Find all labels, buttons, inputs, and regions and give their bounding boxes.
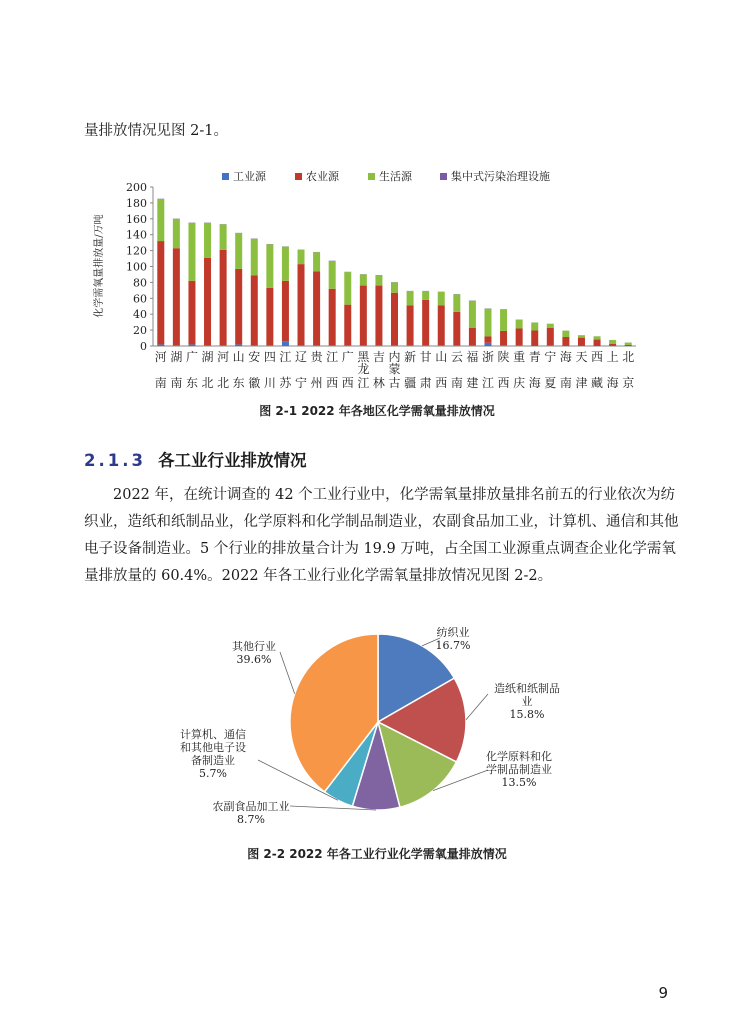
x-tick-label: 广东: [185, 350, 198, 390]
legend-label: 工业源: [233, 170, 266, 183]
x-tick-label: 西藏: [591, 350, 604, 390]
bar-segment: [625, 343, 632, 345]
bar-segment: [375, 286, 382, 346]
bar-segment: [500, 345, 507, 346]
x-tick-label: 贵州: [310, 350, 323, 390]
y-tick-label: 100: [126, 260, 147, 274]
x-tick-label: 内蒙古: [388, 350, 401, 390]
bar-segment: [313, 271, 320, 345]
x-tick-label: 江西: [326, 350, 339, 390]
legend-label: 农业源: [306, 170, 339, 183]
x-tick-label: 湖南: [170, 350, 183, 390]
bar-segment: [562, 337, 569, 346]
bar-segment: [235, 344, 242, 346]
bar-segment: [391, 282, 398, 292]
legend-swatch: [368, 173, 375, 180]
bar-segment: [329, 289, 336, 345]
bar-segment: [204, 258, 211, 345]
x-tick-label: 湖北: [201, 350, 214, 390]
bar-segment: [251, 239, 258, 276]
x-tick-label: 广西: [341, 350, 354, 390]
bar-segment: [562, 331, 569, 337]
y-tick-label: 200: [126, 181, 147, 194]
bar-segment: [298, 264, 305, 345]
bar-segment: [188, 344, 195, 346]
bar-segment: [204, 223, 211, 258]
x-tick-label: 黑龙江: [357, 350, 370, 390]
x-tick-label: 天津: [575, 350, 588, 390]
section-heading: [84, 447, 306, 471]
bar-segment: [282, 281, 289, 341]
bar-segment: [469, 345, 476, 346]
bar-segment: [173, 248, 180, 345]
legend-label: 生活源: [379, 170, 412, 183]
bar-segment: [469, 301, 476, 328]
bar-segment: [188, 223, 195, 281]
bar-segment: [578, 335, 585, 337]
x-tick-label: 福建: [466, 350, 479, 390]
bar-segment: [157, 199, 164, 241]
bar-segment: [422, 345, 429, 346]
bar-segment: [609, 340, 616, 344]
slice-label: 化学原料和化学制品制造业 13.5%: [486, 750, 552, 789]
bar-segment: [516, 345, 523, 346]
x-tick-label: 江苏: [279, 350, 292, 390]
bar-segment: [344, 345, 351, 346]
y-tick-label: 40: [133, 308, 147, 322]
bar-segment: [407, 345, 414, 346]
bar-segment: [391, 345, 398, 346]
x-tick-label: 浙江: [481, 350, 494, 390]
bar-segment: [266, 244, 273, 288]
x-tick-label: 宁夏: [544, 350, 557, 390]
legend-label: 集中式污染治理设施: [451, 170, 550, 183]
y-tick-label: 0: [140, 340, 147, 353]
bar-segment: [266, 345, 273, 346]
section-title: 各工业行业排放情况: [157, 451, 307, 470]
bar-segment: [484, 343, 491, 346]
x-tick-label: 北京: [622, 350, 635, 390]
bar-segment: [594, 336, 601, 339]
bar-segment: [282, 247, 289, 281]
bar-segment: [375, 275, 382, 285]
x-tick-label: 安徽: [248, 350, 261, 390]
legend-swatch: [295, 173, 302, 180]
bar-segment: [344, 305, 351, 346]
bar-segment: [329, 261, 336, 289]
bar-segment: [438, 292, 445, 306]
bar-segment: [235, 233, 242, 269]
bar-segment: [516, 329, 523, 346]
bar-segment: [500, 331, 507, 345]
bar-segment: [360, 345, 367, 346]
x-tick-label: 陕西: [497, 350, 510, 390]
bar-segment: [313, 252, 320, 271]
bar-segment: [453, 312, 460, 345]
y-axis-title: 化学需氧量排放量/万吨: [94, 214, 105, 318]
bar-segment: [578, 338, 585, 346]
intro-text: 量排放情况见图 2-1。: [84, 123, 228, 139]
y-tick-label: 80: [133, 276, 147, 290]
bar-segment: [298, 250, 305, 264]
body-paragraph: 2022 年，在统计调查的 42 个工业行业中，化学需氧量排放量排名前五的行业依次为纺织业，造纸和纸制品业，化学原料和化学制品制造业，农副食品加工业，计算机、通信和其他电子设备制造业。5 个行业的排放量合计为 19.9 万吨，占全国工业源重点调查企业化学需氧量排放量的 60.4%。2022 年各工业行业化学需氧量排放情况见图 2-2。: [84, 487, 679, 584]
slice-label: 其他行业 39.6%: [232, 640, 276, 666]
leader-line: [280, 652, 295, 694]
regional-cod-bar-chart: [90, 165, 650, 397]
x-tick-label: 青海: [528, 350, 541, 390]
slice-label: 造纸和纸制品业 15.8%: [494, 682, 560, 721]
section-number: 2.1.3: [84, 451, 146, 470]
y-tick-label: 160: [126, 212, 147, 226]
bar-segment: [188, 281, 195, 345]
bar-segment: [547, 324, 554, 328]
legend-swatch: [222, 173, 229, 180]
bar-segment: [453, 345, 460, 346]
bar-segment: [313, 345, 320, 346]
bar-segment: [469, 328, 476, 345]
bar-segment: [438, 345, 445, 346]
legend-swatch: [440, 173, 447, 180]
bar-segment: [329, 345, 336, 346]
industry-cod-pie-chart: [170, 610, 590, 835]
figure-1-caption: 图 2-1 2022 年各地区化学需氧量排放情况: [259, 404, 495, 418]
bar-segment: [157, 344, 164, 346]
bar-segment: [235, 269, 242, 345]
x-tick-label: 辽宁: [295, 350, 308, 390]
x-tick-label: 云南: [450, 350, 463, 390]
bar-segment: [547, 328, 554, 345]
bar-segment: [375, 345, 382, 346]
x-tick-label: 河南: [154, 350, 167, 390]
bar-segment: [531, 330, 538, 345]
slice-label: 农副食品加工业 8.7%: [212, 800, 290, 826]
x-tick-label: 山东: [232, 350, 245, 390]
bar-segment: [220, 345, 227, 346]
x-tick-label: 上海: [606, 350, 619, 390]
x-tick-label: 海南: [559, 350, 572, 390]
y-tick-label: 60: [133, 292, 147, 306]
y-tick-label: 180: [126, 196, 147, 210]
slice-label: 纺织业 16.7%: [435, 626, 471, 652]
bar-segment: [391, 293, 398, 345]
x-tick-label: 四川: [263, 350, 276, 390]
bar-segment: [500, 309, 507, 330]
bar-segment: [422, 300, 429, 345]
x-tick-label: 山西: [435, 350, 448, 390]
x-tick-label: 新疆: [404, 350, 417, 390]
slice-label: 计算机、通信和其他电子设备制造业 5.7%: [180, 728, 246, 780]
bar-segment: [157, 241, 164, 344]
bar-segment: [547, 345, 554, 346]
x-tick-label: 甘肃: [419, 350, 432, 390]
bar-segment: [220, 224, 227, 249]
bar-segment: [453, 294, 460, 311]
bar-segment: [484, 336, 491, 342]
x-tick-label: 重庆: [513, 350, 526, 390]
y-tick-label: 140: [126, 228, 147, 242]
bar-segment: [484, 309, 491, 337]
bar-segment: [609, 344, 616, 346]
bar-segment: [251, 345, 258, 346]
bar-segment: [344, 272, 351, 305]
bar-segment: [625, 345, 632, 346]
bar-segment: [531, 323, 538, 331]
y-tick-label: 20: [133, 324, 147, 338]
page-number: 9: [658, 984, 668, 1002]
bar-segment: [173, 345, 180, 346]
leader-line: [466, 694, 488, 720]
y-tick-label: 120: [126, 244, 147, 258]
bar-segment: [360, 286, 367, 346]
bar-segment: [173, 219, 180, 248]
bar-segment: [422, 291, 429, 300]
figure-2-caption: 图 2-2 2022 年各工业行业化学需氧量排放情况: [247, 847, 507, 861]
x-tick-label: 河北: [217, 350, 230, 390]
bar-segment: [282, 341, 289, 346]
bar-segment: [360, 274, 367, 285]
bar-segment: [407, 291, 414, 305]
bar-segment: [298, 345, 305, 346]
bar-segment: [266, 288, 273, 345]
bar-segment: [407, 305, 414, 345]
bar-segment: [220, 250, 227, 345]
bar-segment: [438, 305, 445, 345]
x-tick-label: 吉林: [372, 350, 385, 390]
bar-segment: [516, 320, 523, 329]
bar-segment: [251, 275, 258, 345]
bar-segment: [204, 345, 211, 346]
bar-segment: [594, 340, 601, 346]
